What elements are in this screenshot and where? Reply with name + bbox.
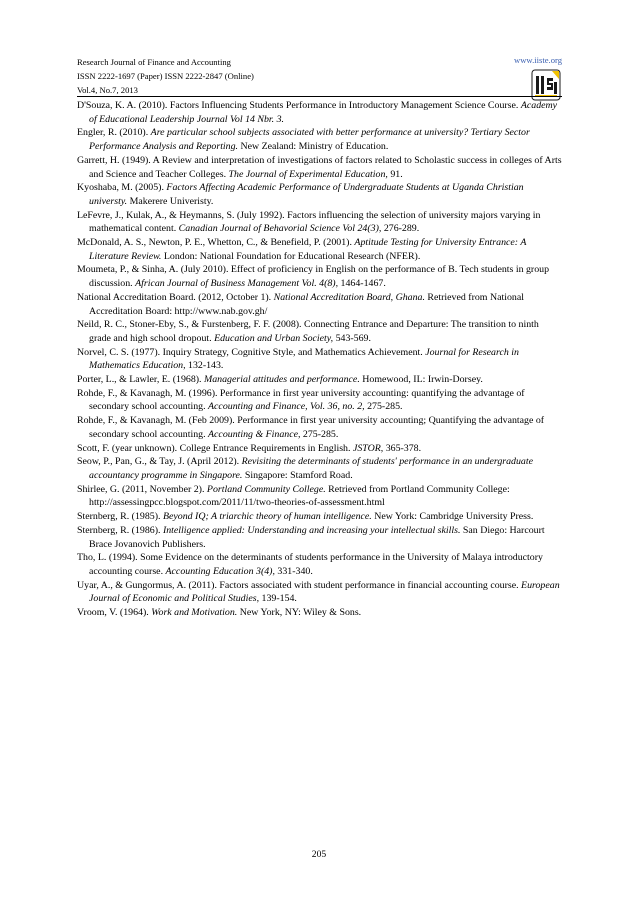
reference-title-italic: JSTOR, <box>352 442 384 454</box>
reference-title-italic: European Journal of Economic and Political Studies, <box>89 579 560 605</box>
reference-title-italic: Work and Motivation. <box>151 607 238 619</box>
reference-entry <box>77 181 562 208</box>
reference-text: Retrieved from Portland Community College: http://assessingpcc.blogspot.com/2011/11/two-theories-of-assessment.html <box>89 483 510 509</box>
reference-text: Tho, L. (1994). Some Evidence on the determinants of students performance in the University of Malaya introductory accounting course. <box>77 552 543 577</box>
reference-text: Vroom, V. (1964). <box>77 607 152 619</box>
reference-title-italic: Managerial attitudes and performance. <box>204 374 360 386</box>
reference-text: 276-289. <box>381 223 420 235</box>
reference-text: 139-154. <box>259 593 297 605</box>
reference-title-italic: Accounting Education 3(4), <box>165 565 275 577</box>
reference-text: San Diego: Harcourt Brace Jovanovich Publishers. <box>89 524 545 550</box>
journal-name: Research Journal of Finance and Accounting <box>77 57 231 67</box>
reference-entry <box>77 126 562 153</box>
reference-text: Sternberg, R. (1985). <box>77 511 163 523</box>
reference-text: Shirlee, G. (2011, November 2). <box>77 483 207 495</box>
reference-entry <box>77 236 562 263</box>
reference-title-italic: Education and Urban Society, <box>214 332 334 344</box>
reference-text: London: National Foundation for Educational Research (NFER). <box>161 250 421 262</box>
reference-text: Makerere Univeristy. <box>127 195 214 207</box>
reference-text: New York: Cambridge University Press. <box>371 511 534 523</box>
reference-text: Sternberg, R. (1986). <box>77 524 163 536</box>
reference-entry <box>77 263 562 290</box>
reference-text: McDonald, A. S., Newton, P. E., Whetton, C., & Benefield, P. (2001). <box>77 237 355 249</box>
reference-entry <box>77 373 562 387</box>
reference-text: Kyoshaba, M. (2005). <box>77 182 167 194</box>
reference-title-italic: Factors Affecting Academic Performance of Undergraduate Students at Uganda Christian universty. <box>89 182 524 207</box>
reference-text: 132-143. <box>185 360 224 372</box>
reference-entry <box>77 209 562 236</box>
page-number: 205 <box>311 849 327 860</box>
reference-title-italic: Revisiting the determinants of students' performance in an undergraduate accountancy programme in Singapore. <box>89 456 533 481</box>
reference-title-italic: National Accreditation Board, Ghana. <box>273 291 425 303</box>
reference-text: Engler, R. (2010). <box>77 127 151 139</box>
reference-entry <box>77 483 562 510</box>
reference-title-italic: Canadian Journal of Behavorial Science Vol 24(3), <box>178 223 382 235</box>
reference-title-italic: Academy of Educational Leadership Journal Vol 14 Nbr. 3. <box>89 100 558 125</box>
reference-text: 1464-1467. <box>338 278 386 290</box>
reference-text: National Accreditation Board. (2012, October 1). <box>77 291 274 303</box>
reference-text: Norvel, C. S. (1977). Inquiry Strategy, Cognitive Style, and Mathematics Achievement. <box>77 346 426 358</box>
reference-entry <box>77 551 562 578</box>
reference-title-italic: Aptitude Testing for University Entrance: A Literature Review. <box>89 237 527 262</box>
reference-text: New Zealand: Ministry of Education. <box>238 141 389 153</box>
reference-text: New York, NY: Wiley & Sons. <box>237 607 362 619</box>
reference-text: Rohde, F., & Kavanagh, M. (1996). Performance in first year university accounting: quantifying the advantage of secondary school accounting. <box>77 387 525 413</box>
reference-list <box>77 99 562 620</box>
reference-entry <box>77 455 562 482</box>
reference-entry <box>77 579 562 606</box>
reference-entry <box>77 442 562 456</box>
reference-text: 275-285. <box>364 401 403 413</box>
reference-text: Rohde, F., & Kavanagh, M. (Feb 2009). Performance in first year university accounting; Quantifying the advantage of secondary school accounting. <box>77 415 545 440</box>
header-rule <box>77 96 562 97</box>
reference-text: LeFevre, J., Kulak, A., & Heymanns, S. (July 1992). Factors influencing the selection of university majors varying in mathematical content. <box>77 209 541 235</box>
reference-text: D'Souza, K. A. (2010). Factors Influencing Students Performance in Introductory Management Science Course. <box>77 100 521 111</box>
issn-line: ISSN 2222-1697 (Paper) ISSN 2222-2847 (Online) <box>77 71 254 81</box>
reference-text: 91. <box>387 168 403 180</box>
reference-entry <box>77 606 562 620</box>
reference-title-italic: African Journal of Business Management Vol. 4(8), <box>135 278 339 290</box>
reference-text: 543-569. <box>333 332 371 344</box>
reference-entry <box>77 318 562 345</box>
reference-title-italic: Accounting and Finance, Vol. 36, no. 2, <box>208 401 365 413</box>
reference-text: Neild, R. C., Stoner-Eby, S., & Furstenberg, F. F. (2008). Connecting Entrance and Departure: The transition to ninth grade and high school dropout. <box>77 319 539 344</box>
reference-entry <box>77 291 562 318</box>
reference-title-italic: Journal for Research in Mathematics Education, <box>89 346 519 372</box>
reference-entry <box>77 510 562 524</box>
reference-text: Porter, L., & Lawler, E. (1968). <box>77 374 204 386</box>
reference-entry <box>77 414 562 441</box>
reference-text: Scott, F. (year unknown). College Entrance Requirements in English. <box>77 442 353 454</box>
reference-title-italic: Are particular school subjects associated with better performance at university? Tertiary Sector Performance Analysis and Reporting. <box>89 127 530 153</box>
reference-text: Garrett, H. (1949). A Review and interpretation of investigations of factors related to Scholastic success in colleges of Arts and Science and Teacher Colleges. <box>77 154 562 180</box>
reference-text: Homewood, IL: Irwin-Dorsey. <box>359 374 483 386</box>
reference-entry <box>77 346 562 373</box>
reference-text: Moumeta, P., & Sinha, A. (July 2010). Effect of proficiency in English on the performance of B. Tech students in group discussion. <box>77 264 550 290</box>
reference-title-italic: Beyond IQ; A triarchic theory of human intelligence. <box>162 511 372 523</box>
reference-text: Retrieved from National Accreditation Board: http://www.nab.gov.gh/ <box>89 291 524 317</box>
reference-entry <box>77 99 562 126</box>
reference-title-italic: The Journal of Experimental Education, <box>228 168 388 180</box>
reference-title-italic: Intelligence applied: Understanding and increasing your intellectual skills. <box>162 524 461 536</box>
reference-text: 331-340. <box>274 565 313 577</box>
running-header <box>77 55 562 105</box>
reference-text: Singapore: Stamford Road. <box>242 469 353 481</box>
journal-url-link[interactable]: www.iiste.org <box>514 55 562 65</box>
volume-line: Vol.4, No.7, 2013 <box>77 85 138 95</box>
reference-text: 365-378. <box>383 442 422 454</box>
reference-text: Seow, P., Pan, G., & Tay, J. (April 2012). <box>77 456 242 468</box>
reference-text: 275-285. <box>300 428 339 440</box>
reference-title-italic: Portland Community College. <box>206 483 326 495</box>
reference-entry <box>77 154 562 181</box>
reference-entry <box>77 524 562 551</box>
reference-text: Uyar, A., & Gungormus, A. (2011). Factors associated with student performance in financial accounting course. <box>77 579 522 591</box>
reference-entry <box>77 387 562 414</box>
reference-title-italic: Accounting & Finance, <box>208 428 301 440</box>
